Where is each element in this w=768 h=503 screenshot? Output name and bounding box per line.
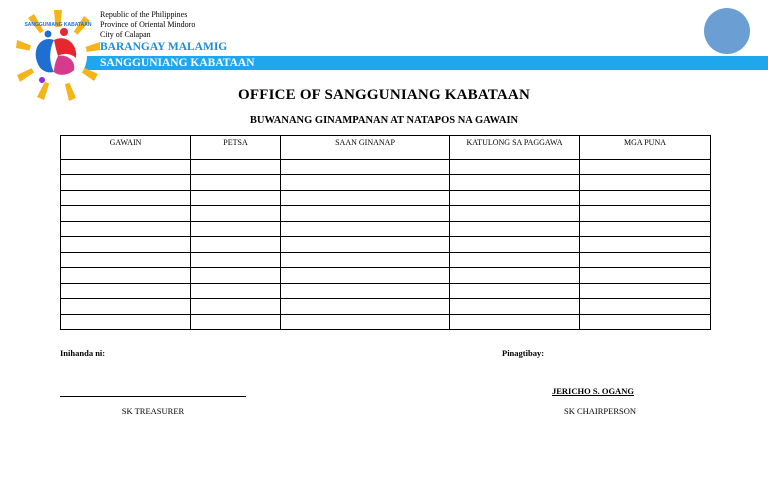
table-cell[interactable]	[580, 299, 711, 314]
table-cell[interactable]	[191, 206, 281, 221]
table-cell[interactable]	[281, 160, 450, 175]
table-cell[interactable]	[450, 160, 580, 175]
table-row	[61, 175, 711, 190]
table-cell[interactable]	[61, 221, 191, 236]
decorative-circle	[704, 8, 750, 54]
table-cell[interactable]	[61, 175, 191, 190]
table-cell[interactable]	[191, 160, 281, 175]
table-cell[interactable]	[580, 175, 711, 190]
header-government-lines	[100, 10, 195, 40]
table-cell[interactable]	[450, 206, 580, 221]
table-cell[interactable]	[281, 299, 450, 314]
approved-by-label: Pinagtibay:	[502, 348, 545, 358]
barangay-name: BARANGAY MALAMIG	[100, 41, 228, 53]
treasurer-signature-line	[60, 396, 246, 397]
table-row	[61, 252, 711, 267]
table-cell[interactable]	[450, 190, 580, 205]
table-cell[interactable]	[191, 283, 281, 298]
table-cell[interactable]	[580, 190, 711, 205]
table-body	[61, 160, 711, 330]
table-cell[interactable]	[61, 160, 191, 175]
table-cell[interactable]	[580, 283, 711, 298]
table-cell[interactable]	[191, 190, 281, 205]
table-cell[interactable]	[450, 252, 580, 267]
table-row	[61, 206, 711, 221]
table-cell[interactable]	[191, 314, 281, 329]
table-cell[interactable]	[191, 268, 281, 283]
table-cell[interactable]	[61, 237, 191, 252]
prepared-by-label: Inihanda ni:	[60, 348, 106, 358]
table-cell[interactable]	[450, 268, 580, 283]
table-cell[interactable]	[450, 314, 580, 329]
column-header-saan-ginanap: SAAN GINANAP	[281, 136, 450, 160]
table-row	[61, 190, 711, 205]
table-cell[interactable]	[580, 221, 711, 236]
table-cell[interactable]	[61, 299, 191, 314]
activity-report-table	[60, 135, 711, 330]
table-row	[61, 221, 711, 236]
header-line-city: City of Calapan	[100, 30, 151, 39]
chairperson-role: SK CHAIRPERSON	[563, 406, 637, 416]
table-cell[interactable]	[281, 206, 450, 221]
header-line-republic: Republic of the Philippines	[100, 10, 188, 19]
table-cell[interactable]	[580, 160, 711, 175]
table-cell[interactable]	[580, 237, 711, 252]
column-header-mga-puna: MGA PUNA	[580, 136, 711, 160]
treasurer-role: SK TREASURER	[121, 406, 185, 416]
table-cell[interactable]	[191, 299, 281, 314]
table-cell[interactable]	[580, 314, 711, 329]
table-row	[61, 283, 711, 298]
table-cell[interactable]	[191, 252, 281, 267]
table-cell[interactable]	[450, 237, 580, 252]
logo-lettering: SANGGUNIANG KABATAAN	[24, 22, 92, 28]
table-cell[interactable]	[281, 268, 450, 283]
table-cell[interactable]	[61, 206, 191, 221]
table-cell[interactable]	[281, 175, 450, 190]
table-cell[interactable]	[61, 252, 191, 267]
table-cell[interactable]	[191, 175, 281, 190]
table-cell[interactable]	[281, 221, 450, 236]
office-title: OFFICE OF SANGGUNIANG KABATAAN	[238, 87, 530, 103]
column-header-katulong: KATULONG SA PAGGAWA	[450, 136, 580, 160]
table-cell[interactable]	[281, 190, 450, 205]
table-cell[interactable]	[580, 252, 711, 267]
table-row	[61, 299, 711, 314]
table-cell[interactable]	[580, 206, 711, 221]
council-name: SANGGUNIANG KABATAAN	[100, 57, 255, 69]
table-row	[61, 268, 711, 283]
table-cell[interactable]	[450, 221, 580, 236]
table-cell[interactable]	[191, 221, 281, 236]
table-cell[interactable]	[61, 190, 191, 205]
table-row	[61, 314, 711, 329]
table-cell[interactable]	[281, 283, 450, 298]
table-cell[interactable]	[450, 175, 580, 190]
table-row	[61, 237, 711, 252]
header-line-province: Province of Oriental Mindoro	[100, 20, 196, 29]
column-header-gawain: GAWAIN	[61, 136, 191, 160]
column-header-petsa: PETSA	[191, 136, 281, 160]
report-subtitle: BUWANANG GINAMPANAN AT NATAPOS NA GAWAIN	[249, 115, 519, 126]
table-cell[interactable]	[281, 314, 450, 329]
table-cell[interactable]	[281, 252, 450, 267]
table-cell[interactable]	[191, 237, 281, 252]
table-cell[interactable]	[61, 314, 191, 329]
table-cell[interactable]	[580, 268, 711, 283]
table-cell[interactable]	[450, 299, 580, 314]
table-cell[interactable]	[61, 283, 191, 298]
table-row	[61, 160, 711, 175]
chairperson-name: JERICHO S. OGANG	[552, 386, 634, 396]
table-cell[interactable]	[450, 283, 580, 298]
table-cell[interactable]	[281, 237, 450, 252]
table-cell[interactable]	[61, 268, 191, 283]
table-header-row	[61, 136, 711, 160]
